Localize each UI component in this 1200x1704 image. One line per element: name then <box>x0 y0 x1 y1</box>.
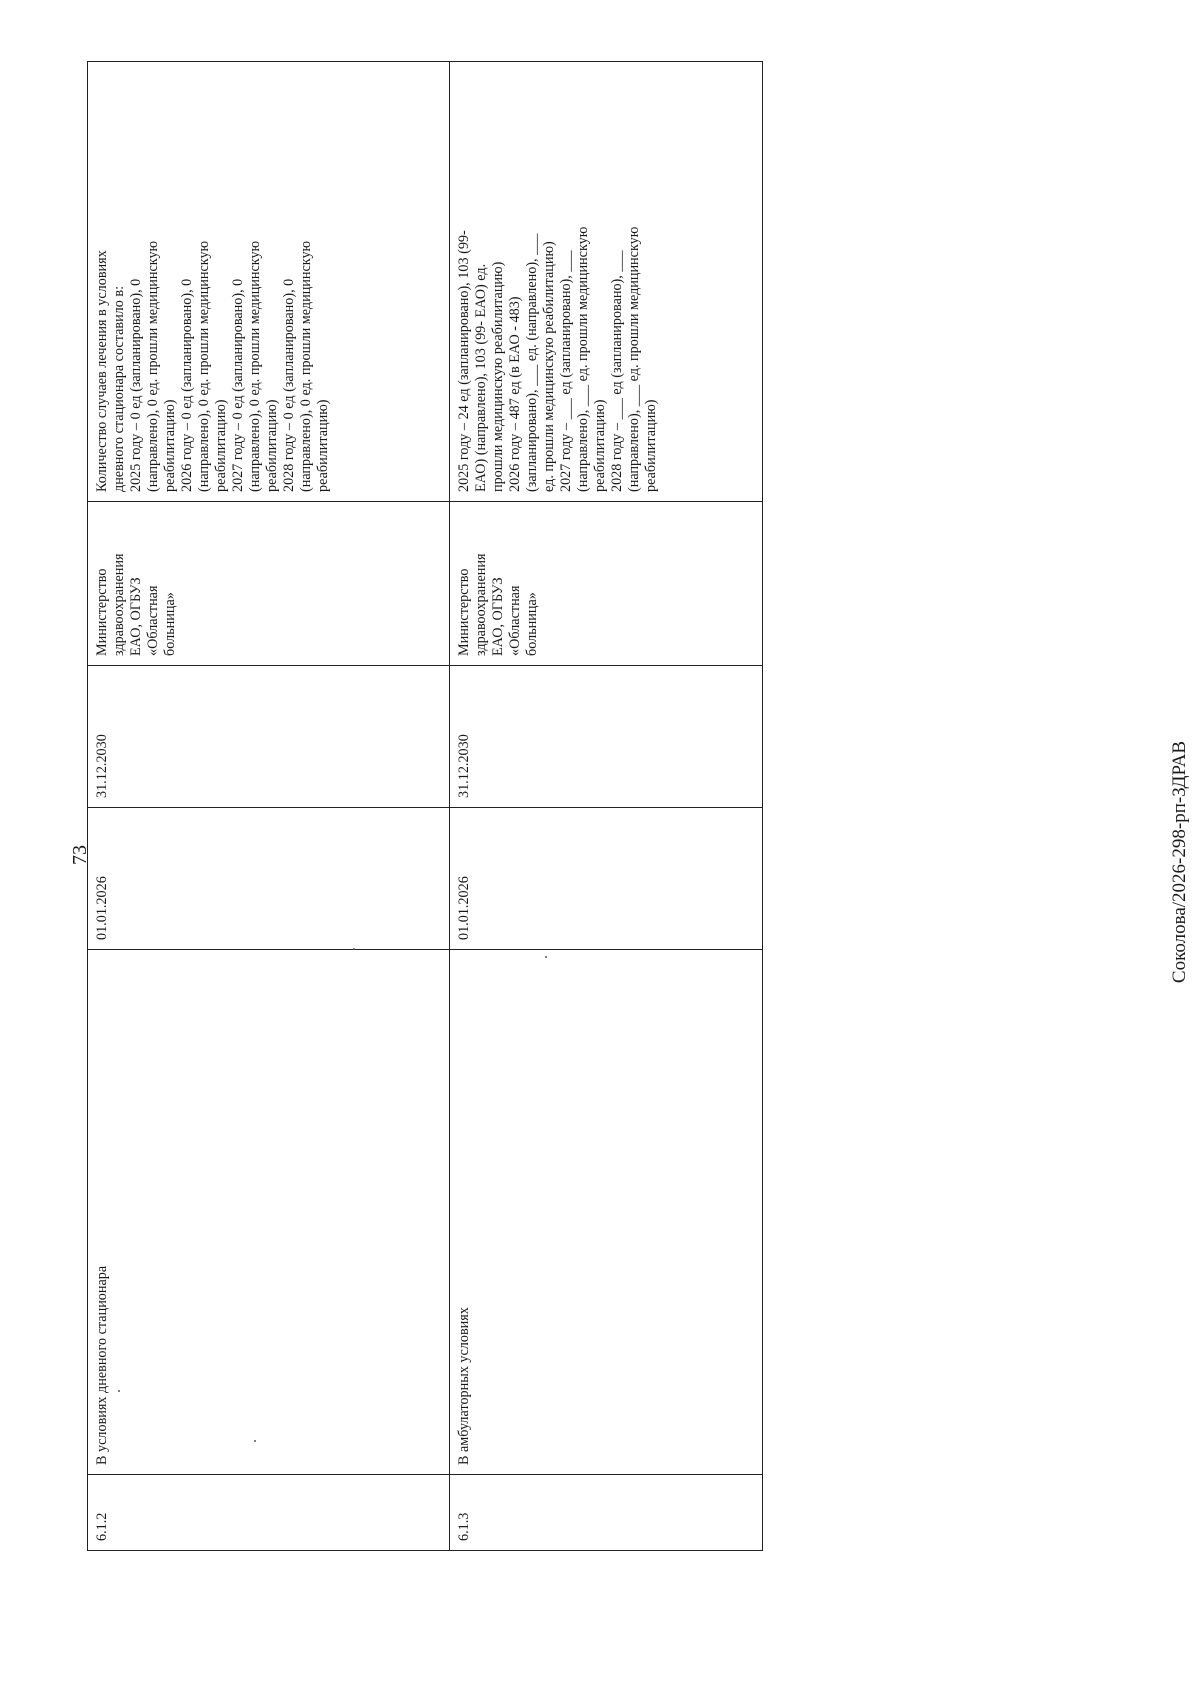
end-date: 31.12.2030 <box>88 666 450 808</box>
measure-name: В условиях дневного стационара <box>88 950 450 1475</box>
measure-name: В амбулаторных условиях <box>450 950 763 1475</box>
page-number: 73 <box>69 845 91 865</box>
start-date: 01.01.2026 <box>88 808 450 950</box>
responsible-executor: Министерство здравоохранения ЕАО, ОГБУЗ «Областная больница» <box>88 502 450 666</box>
scan-speck <box>545 956 547 958</box>
row-number: 6.1.2 <box>88 1475 450 1551</box>
responsible-executor: Министерство здравоохранения ЕАО, ОГБУЗ «Областная больница» <box>450 502 763 666</box>
row-number: 6.1.3 <box>450 1475 763 1551</box>
start-date: 01.01.2026 <box>450 808 763 950</box>
end-date: 31.12.2030 <box>450 666 763 808</box>
measures-table <box>87 61 763 1551</box>
table-row <box>450 62 763 1551</box>
expected-result: Количество случаев лечения в условиях дневного стационара составило в: 2025 году – 0 ед (запланировано), 0 (направлено), 0 ед. прошли медицинскую реабилитацию) 2026 году – 0 ед (запланировано), 0 (направлено), 0 ед. прошли медицинскую реабилитацию) 2027 году – 0 ед (запланировано), 0 (направлено), 0 ед. прошли медицинскую реабилитацию) 2028 году – 0 ед (запланировано), 0 (направлено), 0 ед. прошли медицинскую реабилитацию) <box>88 62 450 502</box>
expected-result: 2025 году – 24 ед (запланировано), 103 (99- ЕАО) (направлено), 103 (99- ЕАО) ед. прошли медицинскую реабилитацию) 2026 году – 487 ед (в ЕАО - 483) (запланировано), ___ ед. (направлено), ___ ед. прошли медицинскую реабилитацию) 2027 году – ___ ед (запланировано), ___ (направлено), ___ ед. прошли медицинскую реабилитацию) 2028 году – ___ ед (запланировано), ___ (направлено), ___ ед. прошли медицинскую реабилитацию) <box>450 62 763 502</box>
document-code: Соколова/2026-298-рп-ЗДРАВ <box>1169 740 1190 984</box>
scan-speck <box>254 1440 256 1442</box>
scan-speck <box>353 948 355 950</box>
table-row <box>88 62 450 1551</box>
scan-speck <box>118 1390 120 1392</box>
